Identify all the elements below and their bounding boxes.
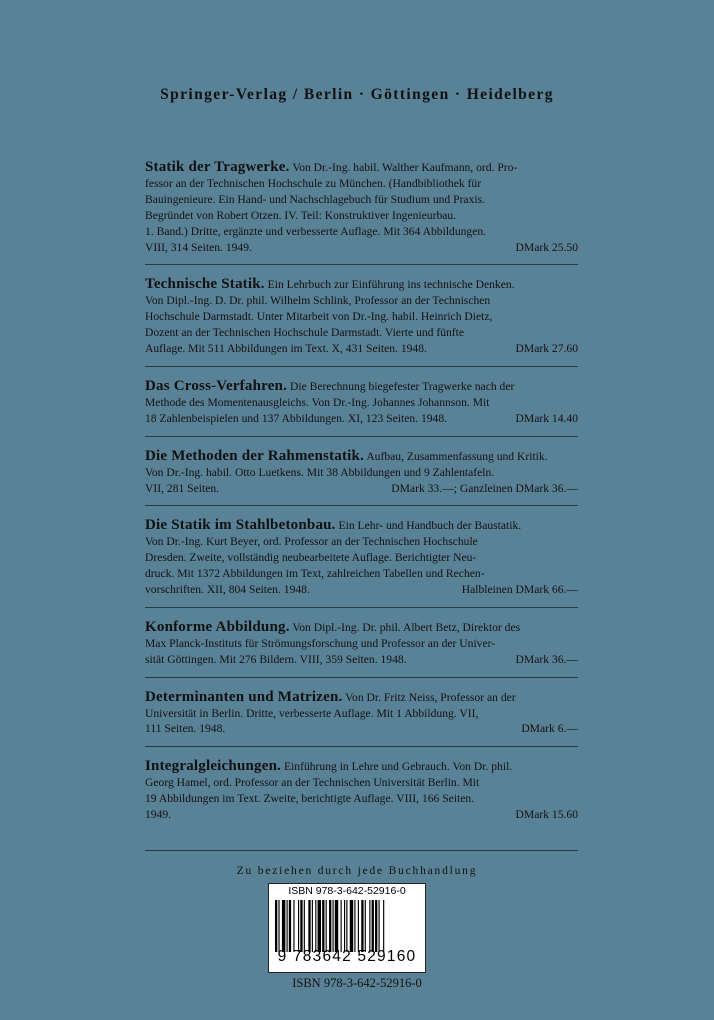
barcode-bar (354, 900, 355, 952)
book-pages: 18 Zahlenbeispielen und 137 Abbildungen. XI, 123 Seiten. 1948. (145, 411, 448, 425)
book-description-line: Von Dipl.-Ing. D. Dr. phil. Wilhelm Schlink, Professor an der Technischen (145, 294, 491, 308)
barcode-bar (329, 900, 331, 952)
book-description-line: Von Dr. Fritz Neiss, Professor an der (345, 690, 516, 704)
book-description-line: Universität in Berlin. Dritte, verbesserte Auflage. Mit 1 Abbildung. VII, (145, 706, 479, 720)
book-price: DMark 36.— (515, 652, 578, 666)
barcode-bar (315, 900, 316, 952)
barcode-bar (312, 900, 313, 952)
book-description-line: Von Dr.-Ing. habil. Walther Kaufmann, ord. Pro- (292, 161, 518, 174)
barcode-bar (298, 900, 299, 952)
divider (145, 505, 578, 506)
book-title: Die Statik im Stahlbetonbau. (145, 517, 336, 534)
book-pages: VIII, 314 Seiten. 1949. (145, 240, 252, 254)
book-entry (145, 690, 578, 738)
price-line (145, 807, 578, 823)
book-entry (145, 160, 578, 255)
publisher-imprint: Springer-Verlag / Berlin · Göttingen · Heidelberg (160, 86, 554, 103)
divider (145, 746, 578, 747)
barcode (268, 883, 426, 973)
book-title: Das Cross-Verfahren. (145, 377, 288, 394)
book-pages: 111 Seiten. 1948. (145, 722, 226, 736)
book-description-line: druck. Mit 1372 Abbildungen im Text, zahlreichen Tabellen und Rechen- (145, 567, 485, 581)
divider (145, 677, 578, 678)
barcode-isbn-label: ISBN 978-3-642-52916-0 (288, 885, 406, 897)
barcode-bar (344, 900, 345, 952)
book-description-line: Von Dr.-Ing. habil. Otto Luetkens. Mit 38 Abbildungen und 9 Zahlentafeln. (145, 465, 495, 479)
book-description-line: Bauingenieure. Ein Hand- und Nachschlagebuch für Studium und Praxis. (145, 192, 486, 206)
barcode-bar (333, 900, 334, 952)
barcode-bar (365, 900, 366, 952)
barcode-bar (375, 900, 377, 952)
barcode-bar (346, 900, 347, 952)
divider (145, 264, 578, 265)
book-description-line: Dresden. Zweite, vollständig neubearbeitete Auflage. Berichtigter Neu- (145, 551, 477, 565)
book-title: Determinanten und Matrizen. (145, 688, 343, 705)
book-description-line: Georg Hamel, ord. Professor an der Technischen Universität Berlin. Mit (145, 776, 480, 790)
barcode-bar (379, 900, 380, 952)
book-description-line: Von Dr.-Ing. Kurt Beyer, ord. Professor an der Technischen Hochschule (145, 535, 478, 549)
barcode-bar (318, 900, 321, 952)
book-title: Die Methoden der Rahmenstatik. (145, 447, 365, 464)
book-entry (145, 277, 578, 357)
barcode-bars (275, 900, 419, 952)
barcode-bar (358, 900, 359, 952)
price-line (145, 411, 578, 427)
barcode-bar (326, 900, 327, 952)
barcode-digits: 9 783642 529160 (277, 948, 417, 965)
book-title: Integralgleichungen. (145, 758, 282, 775)
book-price: DMark 15.60 (515, 808, 578, 822)
price-line (145, 240, 578, 256)
barcode-bar (293, 900, 294, 952)
barcode-bar (369, 900, 370, 952)
availability-note: Zu beziehen durch jede Buchhandlung (236, 865, 478, 877)
barcode-bar (372, 900, 374, 952)
book-entry (145, 759, 578, 823)
book-title: Technische Statik. (145, 276, 265, 293)
book-description-line: 1. Band.) Dritte, ergänzte und verbesserte Auflage. Mit 364 Abbildungen. (145, 224, 487, 238)
book-price: Halbleinen DMark 66.— (461, 583, 578, 597)
book-entry (145, 620, 578, 668)
book-price: DMark 27.60 (515, 342, 578, 356)
book-pages: Auflage. Mit 511 Abbildungen im Text. X, 431 Seiten. 1948. (145, 342, 427, 356)
book-description-line: fessor an der Technischen Hochschule zu München. (Handbibliothek für (145, 176, 482, 190)
book-description-line: Ein Lehrbuch zur Einführung ins technische Denken. (267, 278, 515, 292)
book-description-line: Hochschule Darmstadt. Unter Mitarbeit von Dr.-Ing. habil. Heinrich Dietz, (145, 310, 493, 324)
price-line (145, 721, 578, 737)
barcode-bar (278, 900, 279, 952)
book-title: Statik der Tragwerke. (145, 159, 290, 175)
barcode-bar (275, 900, 277, 952)
book-description-line: Ein Lehr- und Handbuch der Baustatik. (338, 519, 522, 533)
barcode-bar (322, 900, 324, 952)
price-line (145, 481, 578, 497)
book-description-line: Begründet von Robert Otzen. IV. Teil: Konstruktiver Ingenieurbau. (145, 208, 457, 222)
book-pages: vorschriften. XII, 804 Seiten. 1948. (145, 583, 310, 597)
book-description-line: 19 Abbildungen im Text. Zweite, berichtigte Auflage. VIII, 166 Seiten. (145, 792, 475, 806)
book-description-line: Einführung in Lehre und Gebrauch. Von Dr. phil. (284, 760, 513, 774)
book-price: DMark 6.— (521, 722, 578, 736)
book-entry (145, 449, 578, 497)
book-description-line: Methode des Momentenausgleichs. Von Dr.-Ing. Johannes Johannson. Mit (145, 395, 490, 409)
barcode-bar (361, 900, 363, 952)
book-pages: VII, 281 Seiten. (145, 481, 220, 495)
barcode-bar (304, 900, 305, 952)
book-description-line: Von Dipl.-Ing. Dr. phil. Albert Betz, Direktor des (292, 620, 521, 634)
barcode-bar (335, 900, 338, 952)
book-pages: sität Göttingen. Mit 276 Bildern. VIII, 359 Seiten. 1948. (145, 652, 407, 666)
book-description-line: Max Planck-Instituts für Strömungsforschung und Professor an der Univer- (145, 636, 496, 650)
book-entry (145, 379, 578, 427)
book-price: DMark 14.40 (515, 411, 578, 425)
book-pages: 1949. (145, 808, 172, 822)
book-entry (145, 518, 578, 598)
book-description-line: Aufbau, Zusammenfassung und Kritik. (366, 449, 548, 463)
divider (145, 607, 578, 608)
barcode-bar (289, 900, 291, 952)
book-description-line: Die Berechnung biegefester Tragwerke nach der (289, 379, 515, 393)
book-price: DMark 25.50 (515, 240, 578, 254)
divider (145, 436, 578, 437)
barcode-bar (287, 900, 288, 952)
barcode-bar (308, 900, 310, 952)
footer-divider (145, 850, 578, 851)
barcode-bar (350, 900, 353, 952)
barcode-bar (341, 900, 342, 952)
barcode-bar (282, 900, 285, 952)
isbn-text: ISBN 978-3-642-52916-0 (292, 976, 422, 990)
price-line (145, 582, 578, 598)
barcode-bar (383, 900, 384, 952)
divider (145, 366, 578, 367)
price-line (145, 652, 578, 668)
book-title: Konforme Abbildung. (145, 618, 290, 635)
book-list (145, 160, 578, 823)
book-price: DMark 33.—; Ganzleinen DMark 36.— (391, 481, 578, 495)
price-line (145, 341, 578, 357)
barcode-bar (300, 900, 302, 952)
book-description-line: Dozent an der Technischen Hochschule Darmstadt. Vierte und fünfte (145, 326, 465, 340)
